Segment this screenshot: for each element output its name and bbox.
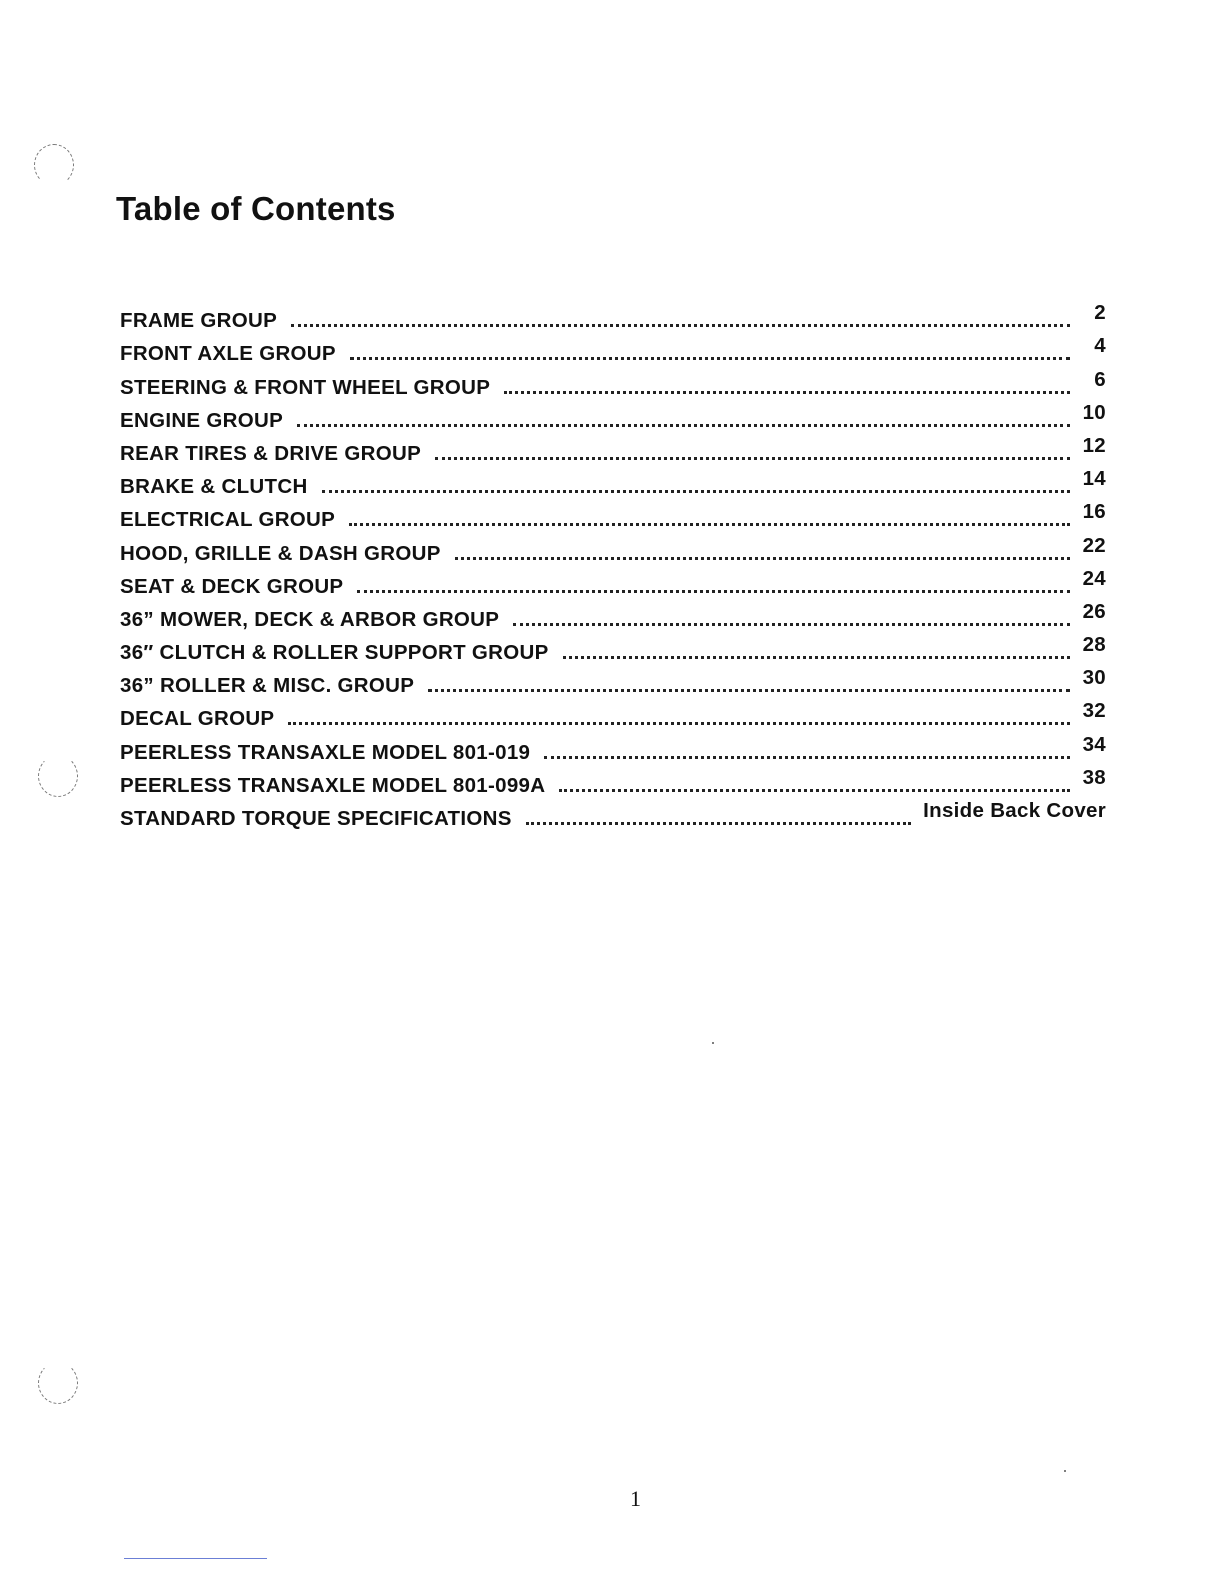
toc-entry-title: 36” MOWER, DECK & ARBOR GROUP (120, 607, 500, 631)
page-number: 1 (630, 1486, 641, 1511)
toc-entry-page: 30 (1082, 666, 1106, 690)
toc-entry (120, 765, 1106, 798)
toc-entry-title: BRAKE & CLUTCH (120, 475, 308, 499)
toc-entry-page: 28 (1082, 633, 1106, 657)
toc-entry (120, 632, 1106, 665)
toc-entry (120, 798, 1106, 831)
toc-leader-dots (435, 456, 1070, 460)
scan-speck (1064, 1470, 1066, 1472)
toc-entry (120, 499, 1106, 532)
toc-entry-page: 32 (1082, 699, 1106, 723)
toc-entry (120, 400, 1106, 433)
toc-entry-title: FRONT AXLE GROUP (120, 342, 336, 366)
toc-entry (120, 366, 1106, 399)
scan-speck (712, 1042, 714, 1044)
toc-leader-dots (559, 788, 1070, 792)
toc-entry (120, 532, 1106, 565)
toc-entry-page: 34 (1082, 732, 1106, 756)
toc-leader-dots (291, 323, 1070, 327)
toc-entry-title: PEERLESS TRANSAXLE MODEL 801-019 (120, 740, 531, 764)
toc-leader-dots (350, 356, 1070, 360)
toc-entry (120, 466, 1106, 499)
toc-leader-dots (563, 655, 1070, 659)
toc-entry-page: 26 (1082, 599, 1106, 623)
toc-entry-title: HOOD, GRILLE & DASH GROUP (120, 541, 441, 565)
punch-hole-bottom (38, 1362, 78, 1404)
punch-hole-middle (38, 755, 78, 797)
toc-entry-page: 12 (1082, 433, 1106, 457)
toc-entry-title: REAR TIRES & DRIVE GROUP (120, 441, 422, 465)
toc-leader-dots (504, 390, 1070, 394)
toc-entry-title: ELECTRICAL GROUP (120, 508, 336, 532)
toc-entry-page: 2 (1094, 301, 1106, 325)
toc-entry (120, 731, 1106, 764)
toc-leader-dots (513, 622, 1070, 626)
toc-entry-page: 6 (1094, 367, 1106, 391)
toc-entry (120, 698, 1106, 731)
toc-leader-dots (526, 821, 911, 825)
toc-entry-title: STEERING & FRONT WHEEL GROUP (120, 375, 491, 399)
toc-entry-title: PEERLESS TRANSAXLE MODEL 801-099A (120, 773, 546, 797)
toc-entry-title: ENGINE GROUP (120, 408, 284, 432)
toc-leader-dots (288, 721, 1070, 725)
toc-leader-dots (544, 755, 1070, 759)
toc-entry-page: 38 (1082, 765, 1106, 789)
toc-entry-page: 14 (1082, 467, 1106, 491)
toc-leader-dots (349, 522, 1070, 526)
table-of-contents (120, 300, 1106, 831)
punch-hole-top (34, 144, 74, 186)
toc-entry (120, 433, 1106, 466)
toc-entry-title: SEAT & DECK GROUP (120, 574, 344, 598)
toc-leader-dots (297, 423, 1070, 427)
toc-entry-title: 36″ CLUTCH & ROLLER SUPPORT GROUP (120, 641, 549, 665)
bottom-rule (124, 1558, 267, 1559)
toc-entry-page: 4 (1094, 334, 1106, 358)
toc-leader-dots (455, 556, 1070, 560)
toc-entry-page: 24 (1082, 566, 1106, 590)
toc-entry (120, 566, 1106, 599)
toc-entry (120, 665, 1106, 698)
page-title: Table of Contents (116, 190, 396, 227)
toc-leader-dots (428, 688, 1070, 692)
toc-leader-dots (322, 489, 1070, 493)
toc-entry-page: 10 (1082, 400, 1106, 424)
toc-entry-title: STANDARD TORQUE SPECIFICATIONS (120, 807, 512, 830)
toc-entry (120, 333, 1106, 366)
toc-entry-title: FRAME GROUP (120, 309, 278, 333)
toc-entry-page: 22 (1082, 533, 1106, 557)
toc-entry-page: 16 (1082, 500, 1106, 524)
toc-entry (120, 300, 1106, 333)
toc-entry-page: Inside Back Cover (923, 799, 1106, 822)
toc-entry-title: DECAL GROUP (120, 707, 275, 731)
toc-entry (120, 599, 1106, 632)
toc-entry-title: 36” ROLLER & MISC. GROUP (120, 674, 415, 698)
toc-leader-dots (357, 589, 1070, 593)
